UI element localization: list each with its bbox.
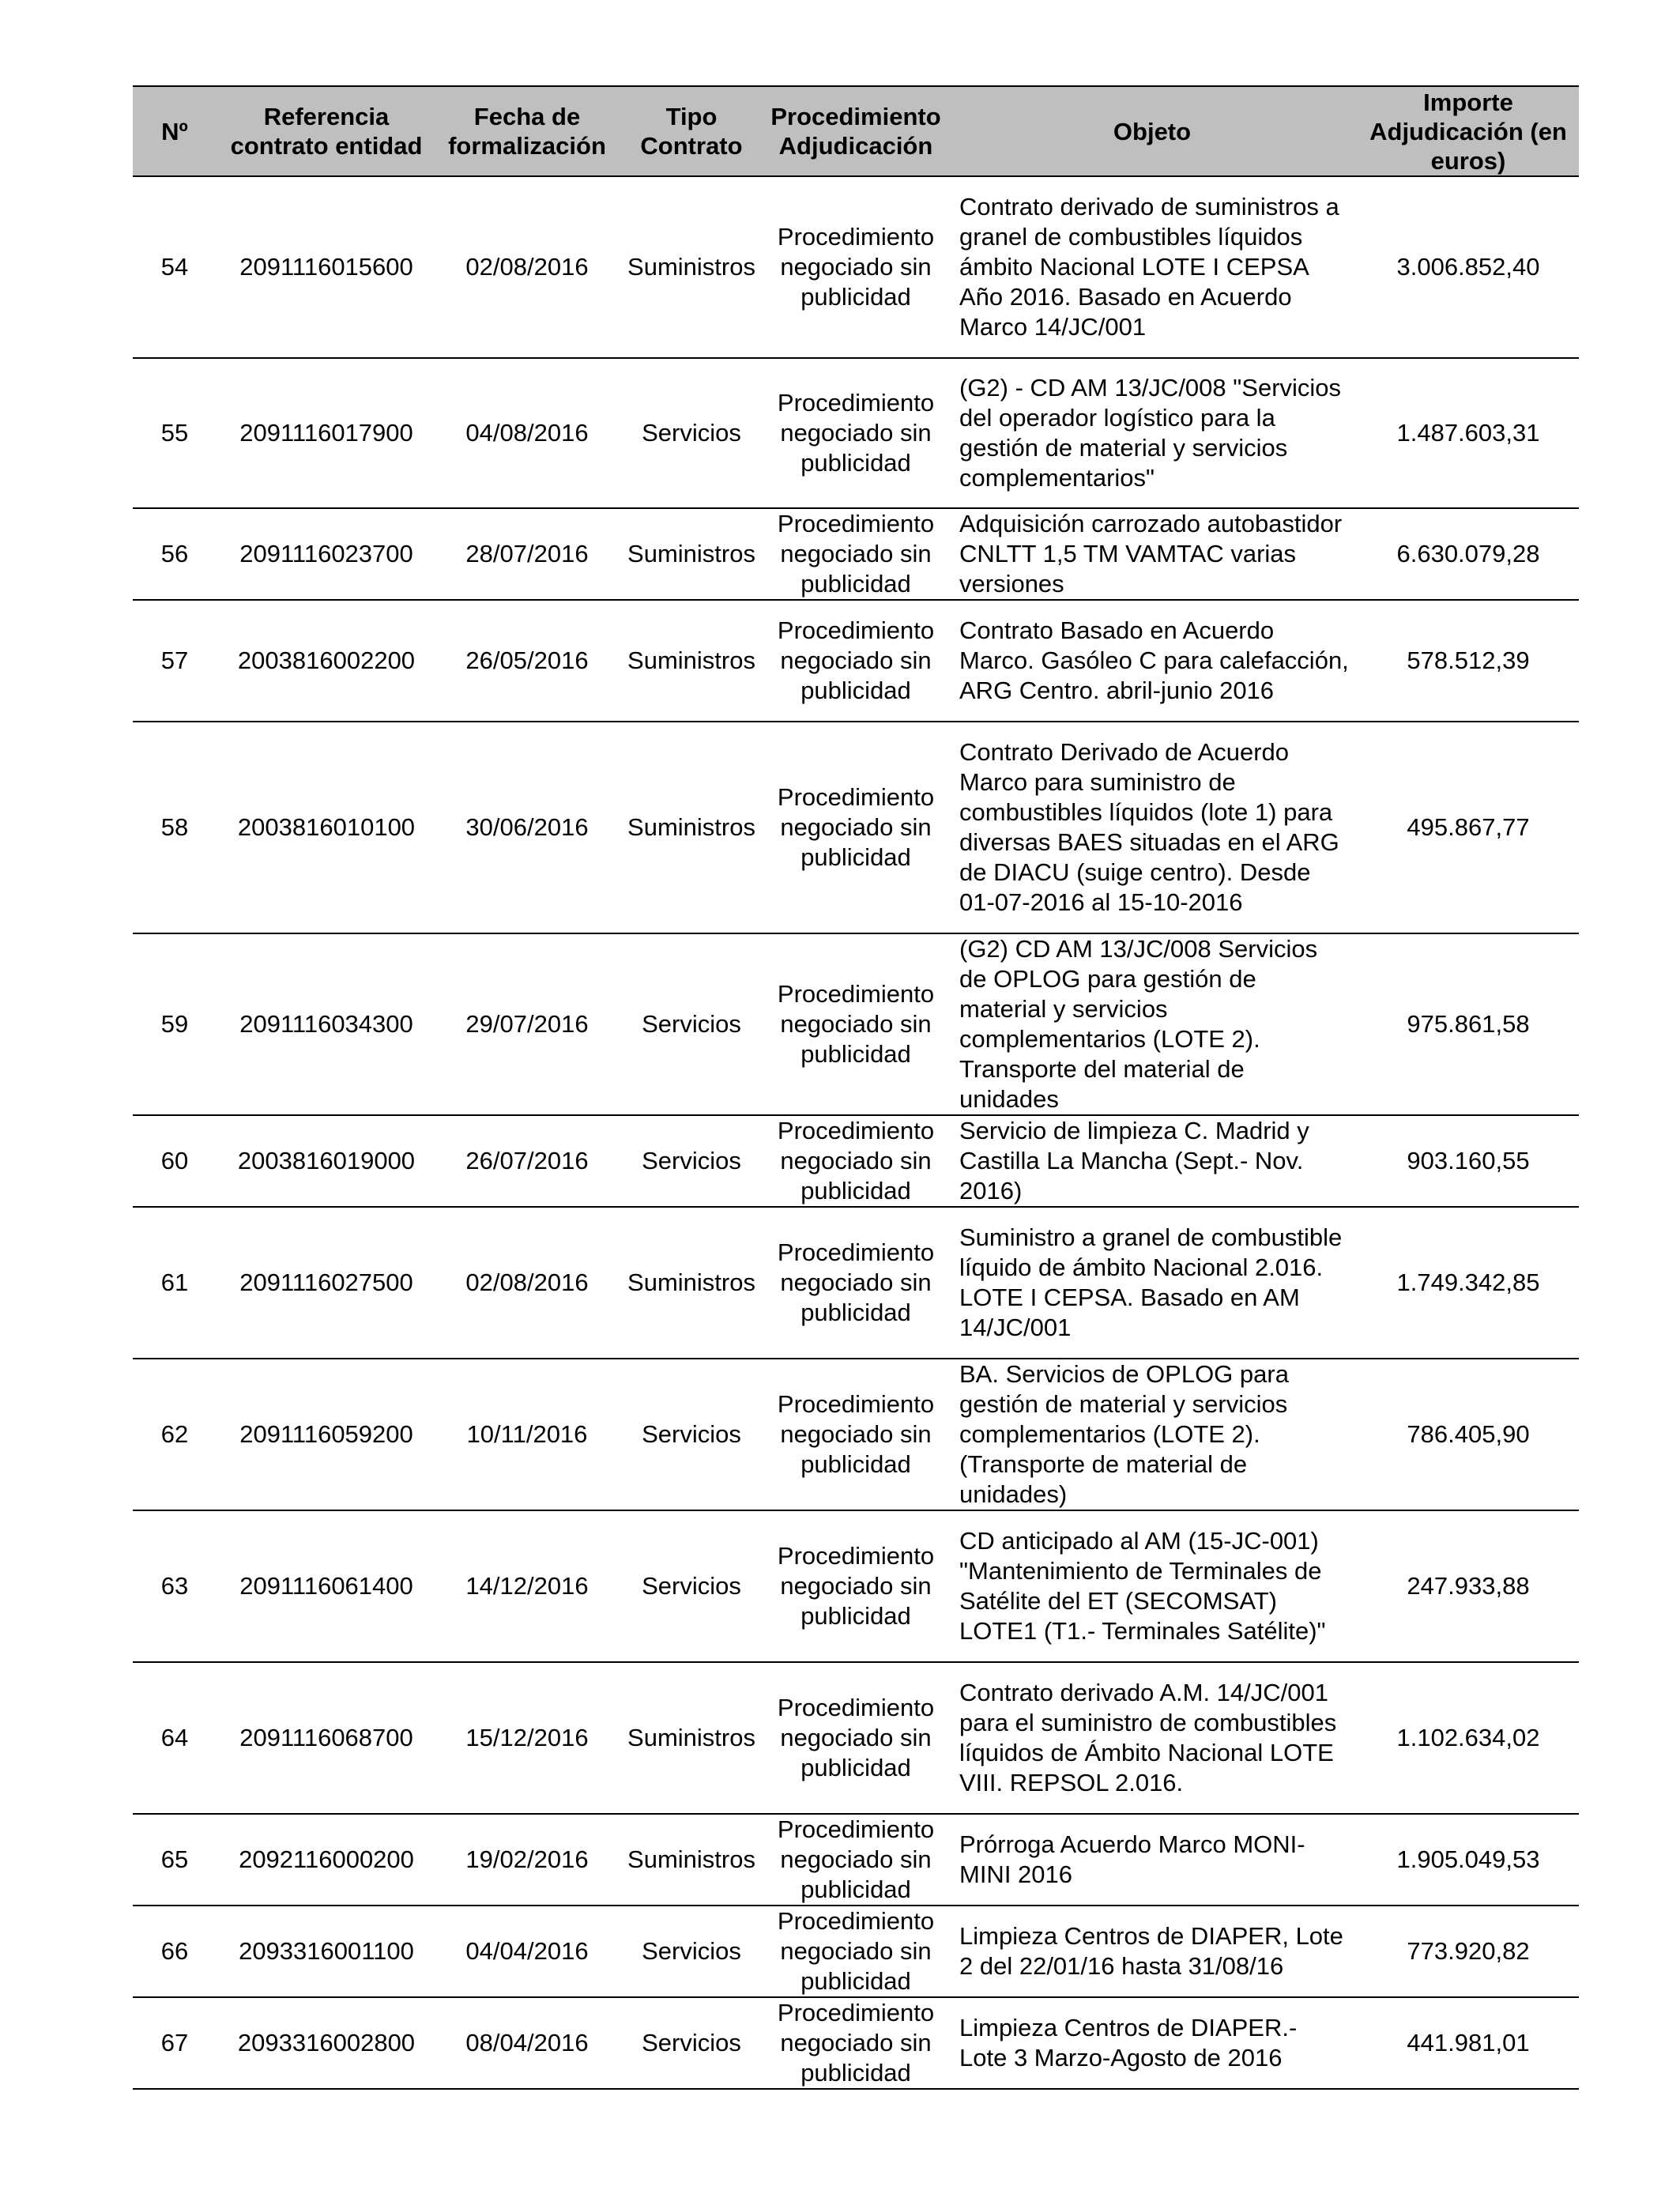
- cell-n: 66: [133, 1906, 217, 1997]
- header-n: Nº: [133, 86, 217, 176]
- cell-obj: Contrato Basado en Acuerdo Marco. Gasóleo C para calefacción, ARG Centro. abril-junio 2016: [947, 600, 1358, 722]
- cell-proc: Procedimiento negociado sin publicidad: [765, 1662, 947, 1814]
- cell-ref: 2003816010100: [217, 722, 436, 933]
- cell-fecha: 02/08/2016: [436, 176, 618, 358]
- cell-ref: 2091116015600: [217, 176, 436, 358]
- cell-proc: Procedimiento negociado sin publicidad: [765, 1997, 947, 2089]
- cell-fecha: 15/12/2016: [436, 1662, 618, 1814]
- cell-proc: Procedimiento negociado sin publicidad: [765, 508, 947, 600]
- cell-obj: Contrato Derivado de Acuerdo Marco para suministro de combustibles líquidos (lote 1) para diversas BAES situadas en el ARG de DIACU (suige centro). Desde 01-07-2016 al 15-10-2016: [947, 722, 1358, 933]
- cell-proc: Procedimiento negociado sin publicidad: [765, 1814, 947, 1906]
- cell-ref: 2091116061400: [217, 1510, 436, 1662]
- header-tipo: Tipo Contrato: [618, 86, 765, 176]
- cell-proc: Procedimiento negociado sin publicidad: [765, 1207, 947, 1359]
- cell-obj: (G2) - CD AM 13/JC/008 "Servicios del operador logístico para la gestión de material y servicios complementarios": [947, 358, 1358, 508]
- cell-obj: CD anticipado al AM (15-JC-001) "Mantenimiento de Terminales de Satélite del ET (SECOMSAT) LOTE1 (T1.- Terminales Satélite)": [947, 1510, 1358, 1662]
- cell-n: 61: [133, 1207, 217, 1359]
- cell-imp: 1.102.634,02: [1358, 1662, 1579, 1814]
- cell-tipo: Servicios: [618, 933, 765, 1115]
- cell-proc: Procedimiento negociado sin publicidad: [765, 1359, 947, 1510]
- cell-tipo: Servicios: [618, 1906, 765, 1997]
- cell-ref: 2091116034300: [217, 933, 436, 1115]
- cell-ref: 2003816002200: [217, 600, 436, 722]
- header-ref: Referencia contrato entidad: [217, 86, 436, 176]
- cell-imp: 3.006.852,40: [1358, 176, 1579, 358]
- header-row: [133, 86, 1579, 176]
- cell-proc: Procedimiento negociado sin publicidad: [765, 358, 947, 508]
- cell-obj: Contrato derivado de suministros a granel de combustibles líquidos ámbito Nacional LOTE I CEPSA Año 2016. Basado en Acuerdo Marco 14/JC/001: [947, 176, 1358, 358]
- cell-imp: 578.512,39: [1358, 600, 1579, 722]
- cell-n: 60: [133, 1115, 217, 1207]
- cell-fecha: 29/07/2016: [436, 933, 618, 1115]
- table-header: [133, 86, 1579, 176]
- table-row: [133, 1906, 1579, 1997]
- contracts-table-container: [133, 85, 1579, 2090]
- cell-imp: 1.905.049,53: [1358, 1814, 1579, 1906]
- cell-fecha: 26/07/2016: [436, 1115, 618, 1207]
- table-row: [133, 722, 1579, 933]
- cell-ref: 2091116059200: [217, 1359, 436, 1510]
- table-row: [133, 933, 1579, 1115]
- cell-imp: 441.981,01: [1358, 1997, 1579, 2089]
- cell-imp: 247.933,88: [1358, 1510, 1579, 1662]
- cell-imp: 6.630.079,28: [1358, 508, 1579, 600]
- cell-fecha: 26/05/2016: [436, 600, 618, 722]
- cell-obj: Servicio de limpieza C. Madrid y Castilla La Mancha (Sept.- Nov. 2016): [947, 1115, 1358, 1207]
- cell-proc: Procedimiento negociado sin publicidad: [765, 600, 947, 722]
- cell-obj: Adquisición carrozado autobastidor CNLTT 1,5 TM VAMTAC varias versiones: [947, 508, 1358, 600]
- cell-n: 65: [133, 1814, 217, 1906]
- cell-ref: 2093316002800: [217, 1997, 436, 2089]
- cell-n: 67: [133, 1997, 217, 2089]
- cell-imp: 1.487.603,31: [1358, 358, 1579, 508]
- cell-fecha: 10/11/2016: [436, 1359, 618, 1510]
- cell-n: 64: [133, 1662, 217, 1814]
- table-row: [133, 1510, 1579, 1662]
- cell-tipo: Suministros: [618, 600, 765, 722]
- cell-proc: Procedimiento negociado sin publicidad: [765, 722, 947, 933]
- cell-fecha: 30/06/2016: [436, 722, 618, 933]
- cell-imp: 903.160,55: [1358, 1115, 1579, 1207]
- cell-tipo: Servicios: [618, 358, 765, 508]
- cell-n: 62: [133, 1359, 217, 1510]
- cell-tipo: Servicios: [618, 1359, 765, 1510]
- cell-tipo: Servicios: [618, 1115, 765, 1207]
- cell-fecha: 02/08/2016: [436, 1207, 618, 1359]
- header-imp: Importe Adjudicación (en euros): [1358, 86, 1579, 176]
- cell-imp: 773.920,82: [1358, 1906, 1579, 1997]
- cell-n: 58: [133, 722, 217, 933]
- cell-n: 56: [133, 508, 217, 600]
- table-row: [133, 176, 1579, 358]
- header-obj: Objeto: [947, 86, 1358, 176]
- contracts-table: [133, 85, 1579, 2090]
- cell-ref: 2091116027500: [217, 1207, 436, 1359]
- table-row: [133, 1814, 1579, 1906]
- cell-ref: 2003816019000: [217, 1115, 436, 1207]
- cell-obj: Contrato derivado A.M. 14/JC/001 para el suministro de combustibles líquidos de Ámbito Nacional LOTE VIII. REPSOL 2.016.: [947, 1662, 1358, 1814]
- cell-imp: 975.861,58: [1358, 933, 1579, 1115]
- cell-obj: Limpieza Centros de DIAPER, Lote 2 del 22/01/16 hasta 31/08/16: [947, 1906, 1358, 1997]
- table-row: [133, 1662, 1579, 1814]
- cell-proc: Procedimiento negociado sin publicidad: [765, 1906, 947, 1997]
- cell-ref: 2091116023700: [217, 508, 436, 600]
- table-row: [133, 600, 1579, 722]
- cell-imp: 495.867,77: [1358, 722, 1579, 933]
- cell-obj: (G2) CD AM 13/JC/008 Servicios de OPLOG para gestión de material y servicios complementarios (LOTE 2). Transporte del material de unidades: [947, 933, 1358, 1115]
- table-row: [133, 1359, 1579, 1510]
- cell-ref: 2091116017900: [217, 358, 436, 508]
- cell-fecha: 08/04/2016: [436, 1997, 618, 2089]
- cell-tipo: Suministros: [618, 508, 765, 600]
- cell-n: 59: [133, 933, 217, 1115]
- cell-obj: Suministro a granel de combustible líquido de ámbito Nacional 2.016. LOTE I CEPSA. Basado en AM 14/JC/001: [947, 1207, 1358, 1359]
- cell-fecha: 28/07/2016: [436, 508, 618, 600]
- cell-n: 54: [133, 176, 217, 358]
- cell-n: 57: [133, 600, 217, 722]
- cell-fecha: 19/02/2016: [436, 1814, 618, 1906]
- cell-tipo: Suministros: [618, 722, 765, 933]
- cell-proc: Procedimiento negociado sin publicidad: [765, 1510, 947, 1662]
- cell-imp: 1.749.342,85: [1358, 1207, 1579, 1359]
- header-proc: Procedimiento Adjudicación: [765, 86, 947, 176]
- cell-obj: Prórroga Acuerdo Marco MONI-MINI 2016: [947, 1814, 1358, 1906]
- cell-ref: 2092116000200: [217, 1814, 436, 1906]
- table-row: [133, 1207, 1579, 1359]
- cell-proc: Procedimiento negociado sin publicidad: [765, 933, 947, 1115]
- cell-n: 55: [133, 358, 217, 508]
- table-row: [133, 508, 1579, 600]
- cell-n: 63: [133, 1510, 217, 1662]
- cell-obj: BA. Servicios de OPLOG para gestión de material y servicios complementarios (LOTE 2). (Transporte de material de unidades): [947, 1359, 1358, 1510]
- table-row: [133, 1997, 1579, 2089]
- cell-tipo: Suministros: [618, 176, 765, 358]
- table-body: [133, 176, 1579, 2089]
- table-row: [133, 1115, 1579, 1207]
- cell-tipo: Servicios: [618, 1997, 765, 2089]
- cell-fecha: 14/12/2016: [436, 1510, 618, 1662]
- cell-proc: Procedimiento negociado sin publicidad: [765, 1115, 947, 1207]
- cell-tipo: Suministros: [618, 1662, 765, 1814]
- header-fecha: Fecha de formalización: [436, 86, 618, 176]
- cell-obj: Limpieza Centros de DIAPER.- Lote 3 Marzo-Agosto de 2016: [947, 1997, 1358, 2089]
- cell-ref: 2093316001100: [217, 1906, 436, 1997]
- cell-tipo: Suministros: [618, 1814, 765, 1906]
- cell-fecha: 04/08/2016: [436, 358, 618, 508]
- cell-ref: 2091116068700: [217, 1662, 436, 1814]
- cell-fecha: 04/04/2016: [436, 1906, 618, 1997]
- table-row: [133, 358, 1579, 508]
- cell-tipo: Servicios: [618, 1510, 765, 1662]
- cell-imp: 786.405,90: [1358, 1359, 1579, 1510]
- cell-proc: Procedimiento negociado sin publicidad: [765, 176, 947, 358]
- cell-tipo: Suministros: [618, 1207, 765, 1359]
